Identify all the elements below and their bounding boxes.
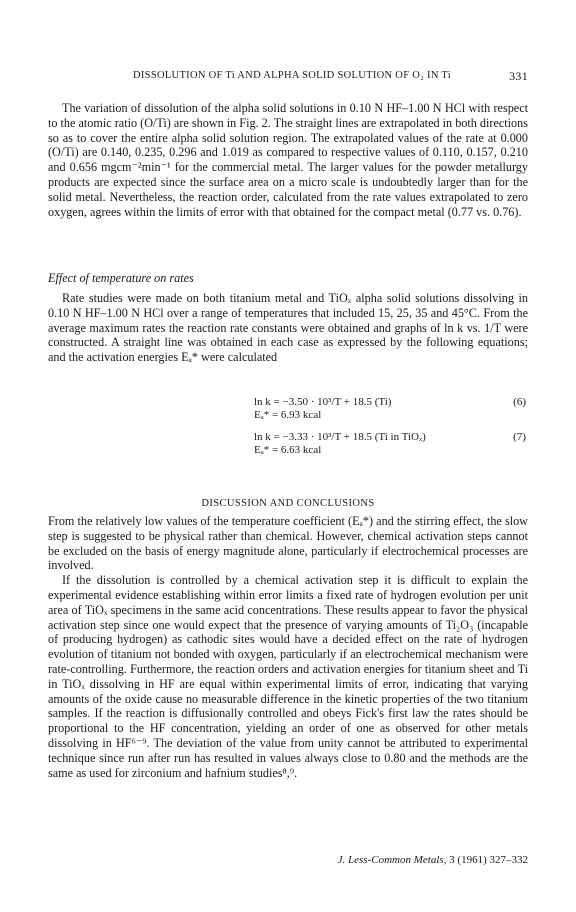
equation-6-number: (6) — [513, 396, 526, 408]
section-heading-temperature: Effect of temperature on rates — [48, 271, 194, 285]
running-head-title: DISSOLUTION OF Ti AND ALPHA SOLID SOLUTION OF O₂ IN Ti — [133, 70, 451, 81]
journal-volume-pages: 3 (1961) 327–332 — [449, 854, 528, 866]
journal-citation — [338, 854, 528, 866]
running-head — [48, 70, 528, 81]
paragraph-rate-studies — [48, 291, 528, 365]
paragraph-temperature-coefficient: From the relatively low values of the temperature coefficient (Eₐ*) and the stirring effect, the slow step is suggested to be physical rather than chemical. However, chemical activation steps cannot be excluded on the basis of energy magnitude alone, particularly if electrochemical processes are involved. — [48, 514, 528, 573]
equation-6 — [48, 396, 528, 422]
journal-name: J. Less-Common Metals, — [337, 854, 447, 866]
section-heading-discussion: DISCUSSION AND CONCLUSIONS — [201, 498, 375, 509]
equation-group — [48, 396, 528, 457]
paragraph-fig2-discussion — [48, 101, 528, 219]
equation-7-number: (7) — [513, 431, 526, 443]
paragraph-text: The variation of dissolution of the alpha solid solutions in 0.10 N HF–1.00 N HCl with respect to the atomic ratio (O/Ti) are shown in Fig. 2. The straight lines are extrapolated in both directions so as to cover the entire alpha solid solution region. The extrapolated values of the rate at 0.000 (O/Ti) are 0.140, 0.235, 0.296 and 1.019 as compared to respective values of 0.110, 0.157, 0.210 and 0.656 mgcm⁻²min⁻¹ for the commercial metal. The larger values for the powder metallurgy products are expected since the surface area on a micro scale is undoubtedly larger than for the solid metal. Nevertheless, the reaction order, calculated from the rate values extrapolated to zero oxygen, agrees within the limits of error with that obtained for the compact metal (0.77 vs. 0.76). — [48, 101, 528, 219]
discussion-body — [48, 514, 528, 780]
equation-7-energy: Eₐ* = 6.63 kcal — [254, 444, 322, 456]
paragraph-activation-step: If the dissolution is controlled by a chemical activation step it is difficult to explain the experimental evidence establishing within error limits a fixed rate of hydrogen evolution per unit area of TiOₓ specimens in the same acid concentrations. These results appear to favor the physical activation step since one would expect that the presence of varying amounts of Ti₂O₃ (incapable of producing hydrogen) as cathodic sites would have a decided effect on the rate of hydrogen evolution of titanium not bonded with oxygen, particularly if an electrochemical mechanism were rate-controlling. Furthermore, the reaction orders and activation energies for titanium sheet and Ti in TiOₓ dissolving in HF are equal within experimental limits of error, indicating that varying amounts of the oxide cause no measurable difference in the kinetic properties of the two titanium samples. If the reaction is diffusionally controlled and obeys Fick's first law the rates should be proportional to the HF concentration, yielding an order of one as observed for other metals dissolving in HF⁶⁻⁹. The deviation of the value from unity cannot be attributed to experimental technique since run after run has resulted in values always close to 0.80 and the methods are the same as used for zirconium and hafnium studies⁸,⁹. — [48, 573, 528, 780]
equation-6-rate: ln k = −3.50 · 10³/T + 18.5 (Ti) — [254, 396, 392, 408]
paragraph-text: Rate studies were made on both titanium metal and TiOₓ alpha solid solutions dissolving in 0.10 N HF–1.00 N HCl over a range of temperatures that included 15, 25, 35 and 45°C. From the average maximum rates the reaction rate constants were obtained and graphs of ln k vs. 1/T were constructed. A straight line was obtained in each case as expressed by the following equations; and the activation energies Eₐ* were calculated — [48, 291, 528, 365]
equation-7-rate: ln k = −3.33 · 10³/T + 18.5 (Ti in TiOₓ) — [254, 431, 426, 443]
page-number: 331 — [509, 69, 528, 83]
equation-6-energy: Eₐ* = 6.93 kcal — [254, 409, 322, 421]
equation-7 — [48, 431, 528, 457]
